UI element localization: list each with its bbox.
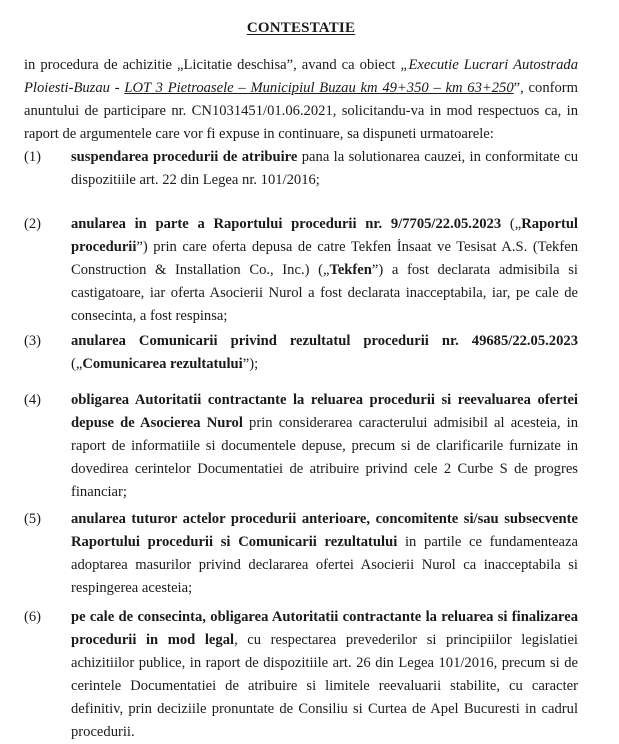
item-text: in partile ce fundamenteaza adoptarea masurilor privind declararea ofertei Asocierii Nurol ca inacceptabila si respingerea acesteia; (71, 534, 578, 596)
item-text: , cu respectarea prevederilor si principiilor legislatiei achizitiilor publice, in raport de dispozitiile art. 26 din Legea 101/2016, precum si de cerintele Documentatiei de atribuire si limitele reevaluarii stabilite, cu caracter definitiv, prin deciziile pronuntate de Consiliu si Curtea de Apel Bucuresti in cadrul procedurii. (71, 632, 578, 740)
item-bold-text: obligarea Autoritatii contractante la reluarea procedurii si reevaluarea ofertei depuse de Asocierea Nurol (71, 392, 578, 431)
item-defined-term: Tekfen (329, 262, 372, 278)
item-number: (5) (24, 511, 42, 527)
item-bold-text: pe cale de consecinta, obligarea Autoritatii contractante la reluarea si finalizarea procedurii in mod legal (71, 609, 578, 648)
item-text: („ (501, 216, 522, 232)
item-bold-text: anularea Comunicarii privind rezultatul procedurii nr. 49685/22.05.2023 (71, 333, 578, 349)
procurement-object-italic: „Executie Lucrari Autostrada Ploiesti-Buzau - (24, 57, 578, 96)
item-number: (6) (24, 609, 42, 625)
item-text: pana la solutionarea cauzei, in conformitate cu dispozitiile art. 22 din Legea nr. 101/2016; (71, 149, 578, 188)
request-item-4 (24, 389, 578, 504)
request-item-5 (24, 508, 578, 600)
request-item-3 (24, 330, 578, 376)
item-text: ”); (242, 356, 259, 372)
document-title: CONTESTATIE (246, 20, 356, 36)
item-number: (1) (24, 149, 42, 165)
intro-paragraph (24, 54, 578, 146)
item-text: prin considerarea caracterului admisibil al acesteia, in raport de informatiile si documentele depuse, precum si de clarificarile furnizate in dovedirea cerintelor Documentatiei de atribuire privind cele 2 Curbe S de progres financiar; (71, 415, 579, 500)
item-text: ”) a fost declarata admisibila si castigatoare, iar oferta Asocierii Nurol a fost declarata inacceptabila, iar, pe cale de consecinta, a fost respinsa; (71, 262, 578, 324)
item-defined-term: Comunicarea rezultatului (82, 356, 243, 372)
intro-text-end: ”, conform anuntului de participare nr. CN1031451/01.06.2021, solicitandu-va in mod respectuos ca, in raport de argumentele care vor fi expuse in continuare, sa dispuneti urmatoarele: (24, 80, 578, 142)
item-bold-text: suspendarea procedurii de atribuire (71, 149, 298, 165)
item-text: („ (71, 356, 83, 372)
item-text: ”) prin care oferta depusa de catre Tekfen İnsaat ve Tesisat A.S. (Tekfen Construction & Installation Co., Inc.) („ (71, 239, 578, 278)
item-defined-term: Raportul procedurii (71, 216, 578, 255)
item-bold-text: anularea in parte a Raportului procedurii nr. 9/7705/22.05.2023 (71, 216, 502, 232)
item-number: (2) (24, 216, 42, 232)
item-number: (3) (24, 333, 42, 349)
request-item-2 (24, 213, 578, 328)
procurement-lot-underlined: LOT 3 Pietroasele – Municipiul Buzau km 49+350 – km 63+250 (124, 80, 514, 96)
request-item-6 (24, 606, 578, 744)
intro-text-start: in procedura de achizitie „Licitatie deschisa”, avand ca obiect (24, 57, 401, 73)
request-item-1 (24, 146, 578, 192)
item-number: (4) (24, 392, 42, 408)
item-bold-text: anularea tuturor actelor procedurii anterioare, concomitente si/sau subsecvente Raportului procedurii si Comunicarii rezultatului (71, 511, 578, 550)
